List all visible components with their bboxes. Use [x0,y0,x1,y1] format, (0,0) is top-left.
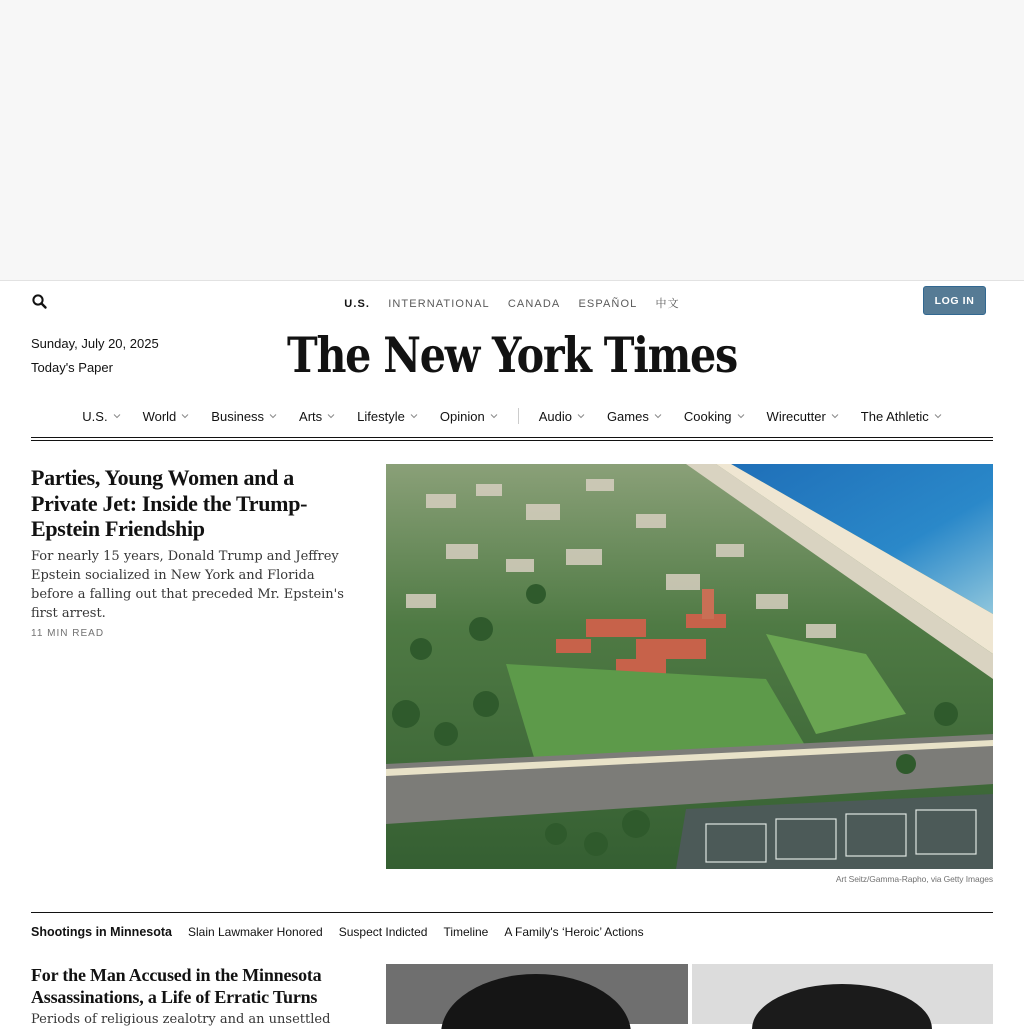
portrait-illustration [692,964,993,1024]
chevron-down-icon [577,412,585,420]
nav-label: Audio [538,408,572,424]
package-link-lawmaker[interactable]: Slain Lawmaker Honored [187,925,323,939]
main-nav [0,408,1024,424]
nav-world[interactable] [143,409,190,424]
nav-label: Lifestyle [357,408,405,424]
nav-the-athletic[interactable] [861,409,942,424]
story-package-nav [31,925,660,939]
edition-international[interactable]: INTERNATIONAL [388,298,490,310]
read-time: 11 MIN READ [31,628,105,639]
nav-label: The Athletic [860,408,929,424]
nav-arts[interactable] [299,409,335,424]
svg-text:The New York Times: The New York Times [287,326,737,384]
nav-label: U.S. [82,408,108,424]
chevron-down-icon [934,412,942,420]
nav-rule-bottom [31,440,993,441]
section-rule [31,912,993,913]
edition-us[interactable]: U.S. [344,298,371,310]
lead-photo[interactable] [386,464,993,869]
nav-wirecutter[interactable] [767,409,839,424]
nav-audio[interactable] [539,409,585,424]
package-link-suspect[interactable]: Suspect Indicted [338,925,428,939]
nav-label: Opinion [439,408,485,424]
nav-label: Wirecutter [766,408,826,424]
portrait-photo-right[interactable] [692,964,993,1024]
second-headline[interactable]: For the Man Accused in the Minnesota Assassinations, a Life of Erratic Turns [31,965,322,1007]
chevron-down-icon [113,412,121,420]
edition-canada[interactable]: CANADA [507,298,561,310]
nav-label: World [142,408,177,424]
nav-label: Business [211,408,265,424]
lead-summary: For nearly 15 years, Donald Trump and Jeffrey Epstein socialized in New York and Florida before a falling out that preceded Mr. Epstein's first arrest. [31,549,344,621]
nav-games[interactable] [607,409,662,424]
package-link-family[interactable]: A Family's ‘Heroic’ Actions [504,925,644,939]
current-date: Sunday, July 20, 2025 [31,336,159,351]
nav-lifestyle[interactable] [357,409,418,424]
photo-credit: Art Seitz/Gamma-Rapho, via Getty Images [835,874,993,884]
nav-divider [518,408,519,424]
chevron-down-icon [181,412,189,420]
ad-space [0,0,1024,281]
login-button[interactable]: LOG IN [923,286,986,315]
chevron-down-icon [490,412,498,420]
lead-headline[interactable]: Parties, Young Women and a Private Jet: Inside the Trump-Epstein Friendship [31,465,308,541]
chevron-down-icon [737,412,745,420]
package-link-timeline[interactable]: Timeline [443,925,489,939]
todays-paper-link[interactable]: Today's Paper [31,360,113,375]
edition-chinese[interactable]: 中文 [655,298,680,310]
chevron-down-icon [654,412,662,420]
package-label[interactable]: Shootings in Minnesota [31,925,172,939]
nav-opinion[interactable] [440,409,498,424]
nyt-logo[interactable] [280,318,744,390]
chevron-down-icon [327,412,335,420]
nav-us[interactable] [82,409,120,424]
nav-business[interactable] [211,409,277,424]
second-summary: Periods of religious zealotry and an unsettled [31,1012,331,1027]
nav-cooking[interactable] [684,409,745,424]
chevron-down-icon [269,412,277,420]
chevron-down-icon [831,412,839,420]
aerial-estate-illustration [386,464,993,869]
nav-rule-top [31,437,993,438]
nav-label: Arts [299,408,323,424]
portrait-illustration [386,964,688,1024]
nav-label: Games [606,408,649,424]
nav-label: Cooking [683,408,732,424]
portrait-photo-left[interactable] [386,964,688,1024]
edition-espanol[interactable]: ESPAÑOL [578,298,638,310]
edition-switcher [0,295,1024,311]
chevron-down-icon [410,412,418,420]
